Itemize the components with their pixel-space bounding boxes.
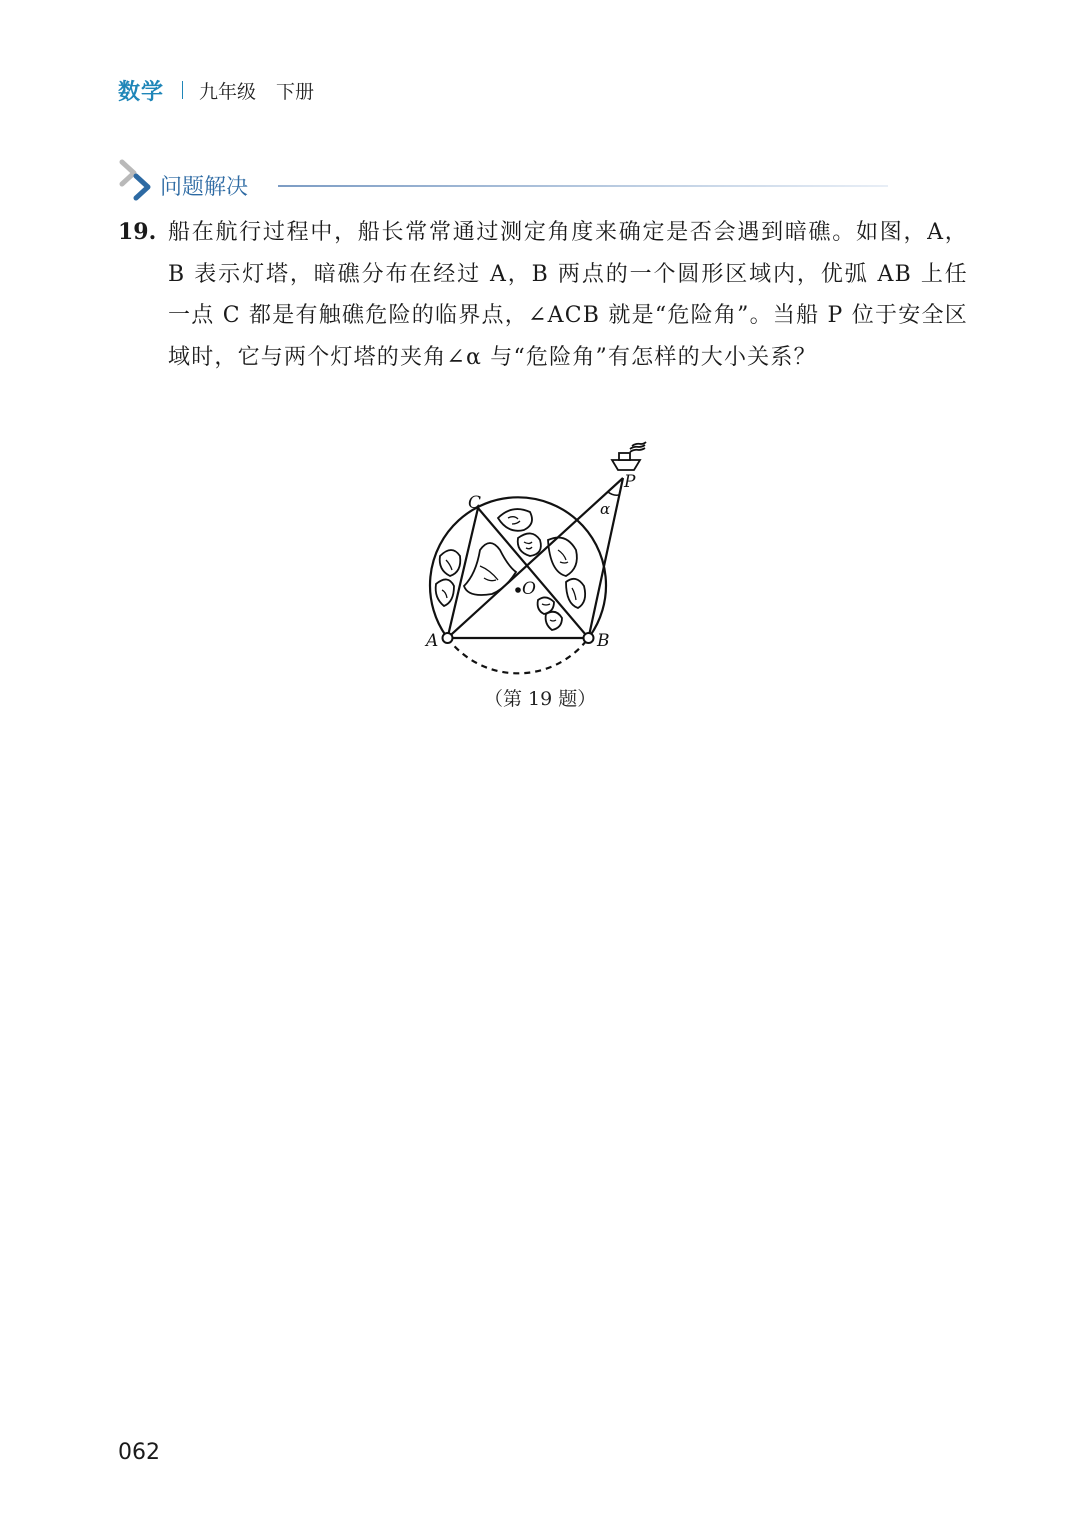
label-o: O <box>522 579 536 599</box>
lighthouse-b <box>584 633 594 643</box>
label-b: B <box>597 631 610 651</box>
section-title: 问题解决 <box>160 175 249 200</box>
header-divider <box>182 81 183 99</box>
ship-icon <box>612 442 646 470</box>
page-header <box>118 74 314 106</box>
page-number: 062 <box>118 1440 160 1465</box>
section-heading <box>118 158 778 202</box>
grade-label: 九年级 <box>199 80 257 103</box>
label-p: P <box>624 472 636 492</box>
label-a: A <box>426 631 439 651</box>
problem-19 <box>118 212 968 378</box>
lighthouse-circle-diagram <box>420 438 660 688</box>
center-point-o <box>515 587 521 593</box>
angle-alpha-arc <box>608 492 619 495</box>
volume-label: 下册 <box>276 80 315 103</box>
section-rule <box>278 185 888 187</box>
reef-circle <box>430 497 606 673</box>
lighthouse-a <box>443 633 453 643</box>
reef-shapes <box>436 509 585 630</box>
problem-text: 船在航行过程中，船长常常通过测定角度来确定是否会遇到暗礁。如图，A，B 表示灯塔，暗礁分布在经过 A，B 两点的一个圆形区域内，优弧 AB 上任一点 C 都是有触礁危险的临界点，∠ACB 就是“危险角”。当船 P 位于安全区域时，它与两个灯塔的夹角∠α 与“危险角”有怎样的大小关系？ <box>168 220 968 370</box>
label-alpha: α <box>600 500 611 518</box>
problem-number: 19. <box>118 219 157 245</box>
subject-title: 数学 <box>118 79 165 105</box>
label-c: C <box>468 493 482 513</box>
figure-caption: （第 19 题） <box>484 688 597 710</box>
chevron-right-icon <box>132 172 154 202</box>
